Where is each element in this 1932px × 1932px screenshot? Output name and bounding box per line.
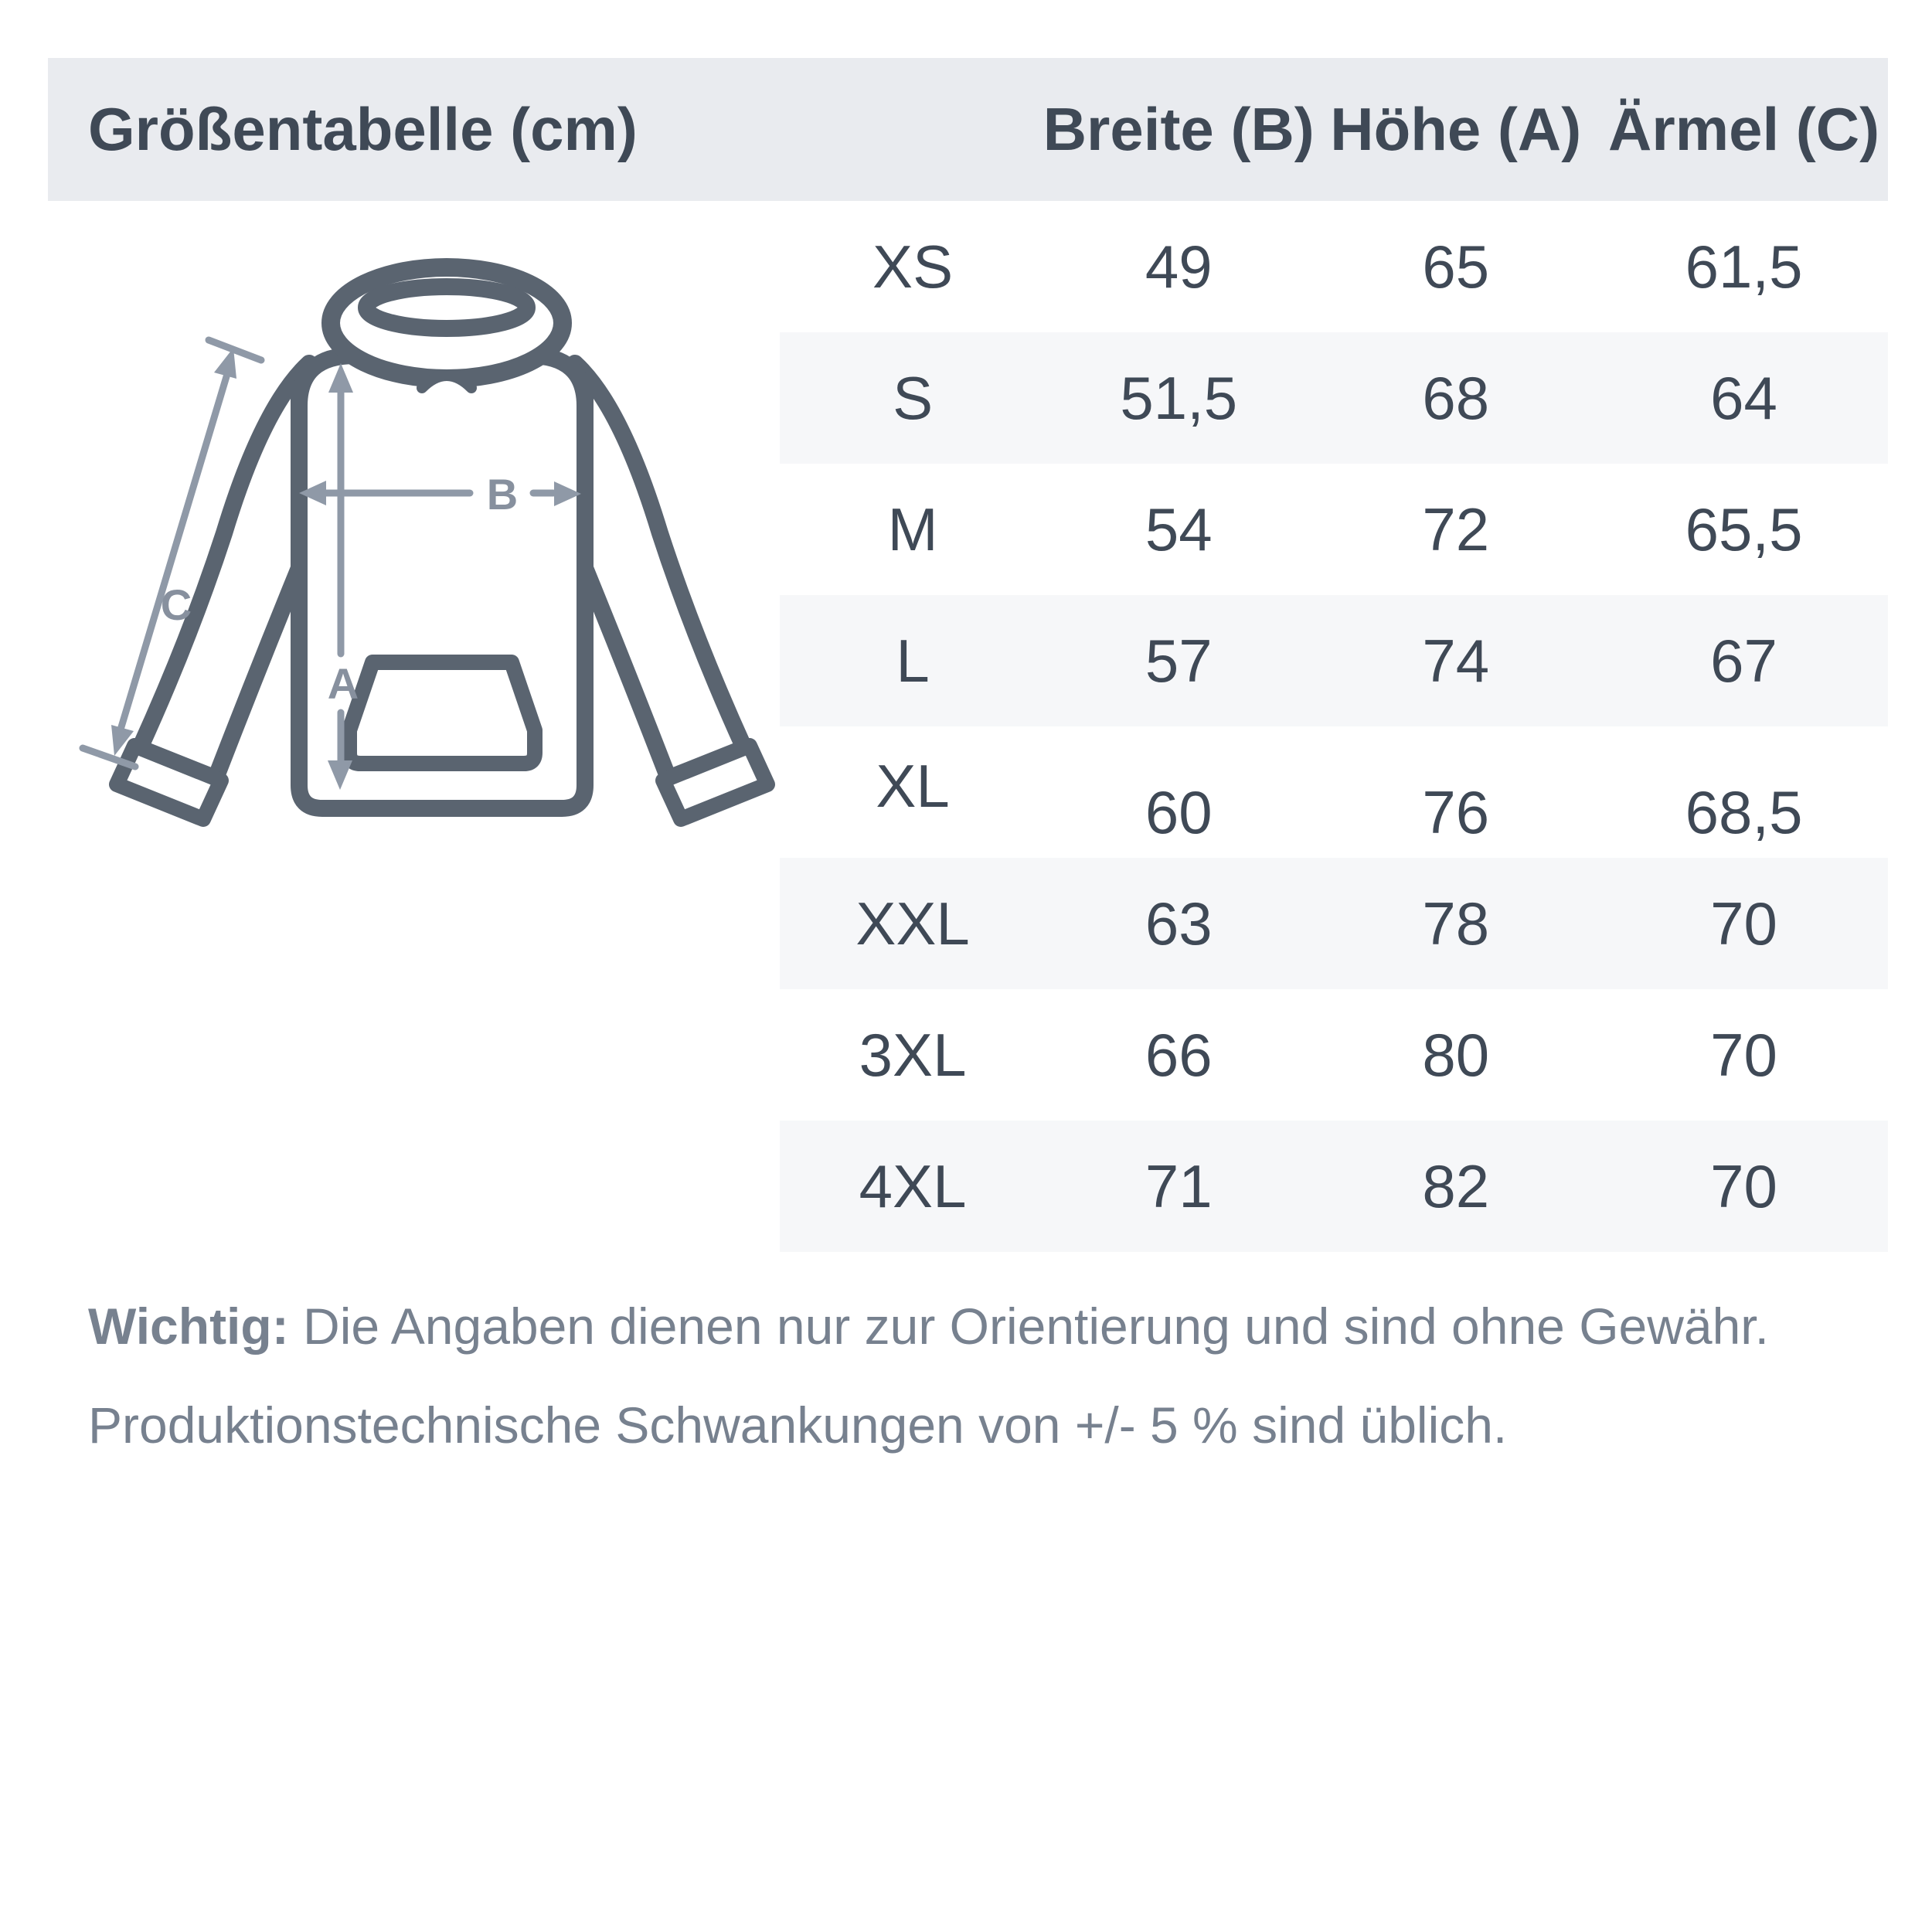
label-C: C <box>160 580 192 629</box>
label-B: B <box>486 470 519 519</box>
breite-value: 57 <box>1145 626 1213 695</box>
pocket <box>349 662 535 764</box>
aermel-value: 70 <box>1710 1151 1777 1220</box>
table-row <box>780 1121 1888 1252</box>
disclaimer-line-1 <box>88 1277 1866 1376</box>
disclaimer-line-2: Produktionstechnische Schwankungen von +/- 5 % sind üblich. <box>88 1396 1508 1454</box>
hoehe-value: 72 <box>1422 495 1490 563</box>
column-headers <box>780 58 1888 201</box>
breite-value: 63 <box>1145 889 1213 957</box>
size-column-spacer <box>780 58 1046 201</box>
size-table <box>780 201 1888 1252</box>
hoehe-value: 80 <box>1422 1020 1490 1089</box>
size-label: XS <box>872 232 954 301</box>
hoehe-value: 68 <box>1422 363 1490 432</box>
size-label: 4XL <box>859 1151 967 1220</box>
disclaimer-note <box>88 1277 1866 1475</box>
disclaimer-text-1: Die Angaben dienen nur zur Orientierung und sind ohne Gewähr. <box>303 1298 1769 1355</box>
table-row <box>780 595 1888 726</box>
size-label: S <box>893 363 934 432</box>
hoodie-measurement-diagram <box>39 209 811 858</box>
right-sleeve <box>575 363 744 778</box>
table-row <box>780 332 1888 464</box>
aermel-value: 70 <box>1710 1020 1777 1089</box>
size-label: XL <box>876 751 950 820</box>
size-label: 3XL <box>859 1020 967 1089</box>
table-row <box>780 201 1888 332</box>
breite-value: 71 <box>1145 1151 1213 1220</box>
breite-value: 60 <box>1145 777 1213 846</box>
breite-value: 54 <box>1145 495 1213 563</box>
size-label: XXL <box>855 889 970 957</box>
hood-opening <box>366 287 527 328</box>
hoehe-value: 78 <box>1422 889 1490 957</box>
size-label: L <box>896 626 930 695</box>
hoehe-value: 65 <box>1422 232 1490 301</box>
hoehe-value: 74 <box>1422 626 1490 695</box>
aermel-value: 61,5 <box>1685 232 1803 301</box>
breite-value: 49 <box>1145 232 1213 301</box>
page-title: Größentabelle (cm) <box>88 95 638 163</box>
aermel-value: 64 <box>1710 363 1777 432</box>
table-row <box>780 464 1888 595</box>
breite-value: 66 <box>1145 1020 1213 1089</box>
hoehe-value: 76 <box>1422 777 1490 846</box>
column-header-aermel: Ärmel (C) <box>1608 95 1880 163</box>
column-header-hoehe: Höhe (A) <box>1330 95 1582 163</box>
disclaimer-bold: Wichtig: <box>88 1298 289 1355</box>
aermel-value: 67 <box>1710 626 1777 695</box>
aermel-value: 70 <box>1710 889 1777 957</box>
table-header <box>48 58 1888 201</box>
aermel-value: 68,5 <box>1685 777 1803 846</box>
size-label: M <box>887 495 938 563</box>
column-header-breite: Breite (B) <box>1043 95 1315 163</box>
aermel-value: 65,5 <box>1685 495 1803 563</box>
hoehe-value: 82 <box>1422 1151 1490 1220</box>
table-row <box>780 989 1888 1121</box>
label-A: A <box>327 659 359 708</box>
table-row <box>780 726 1888 858</box>
breite-value: 51,5 <box>1120 363 1238 432</box>
